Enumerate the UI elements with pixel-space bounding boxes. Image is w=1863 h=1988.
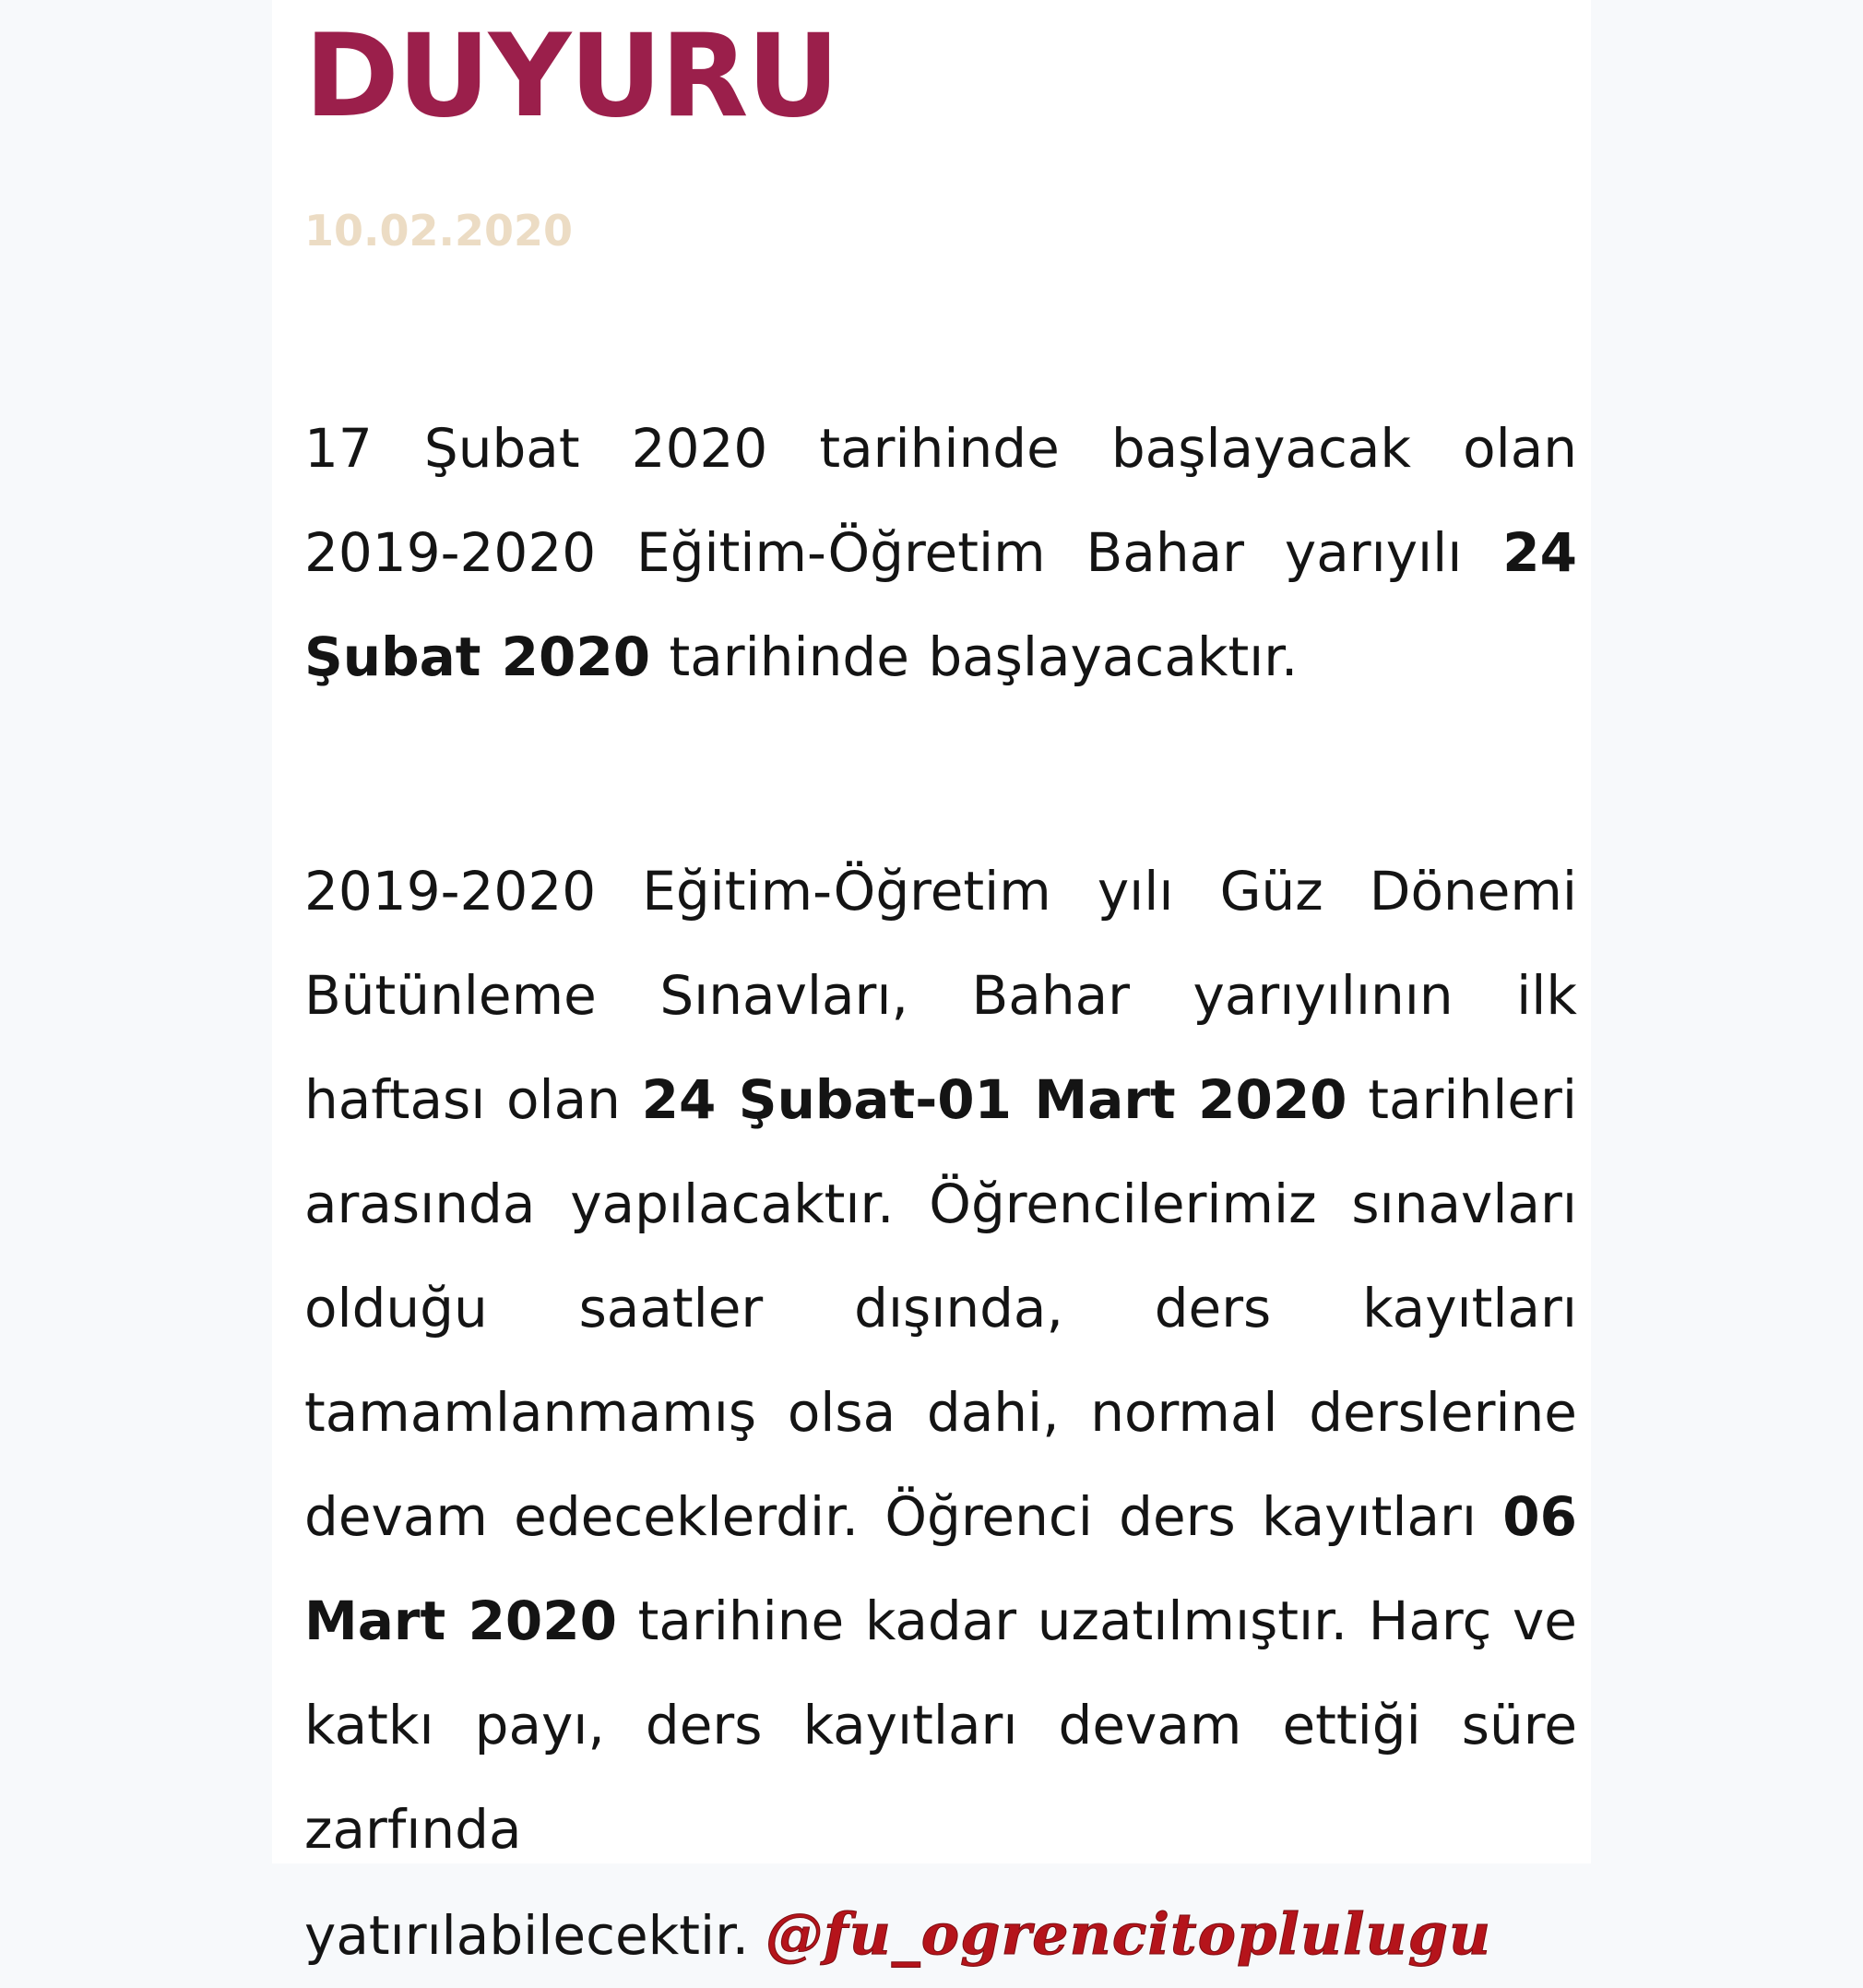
paragraph-text: 2019-2020 Eğitim-Öğretim yılı Güz Dönemi Bütünleme Sınavları, Bahar yarıyılının ilk haftası olan	[304, 860, 1577, 1131]
highlighted-date: 06 Mart 2020	[304, 1485, 1577, 1652]
watermark-handle: @fu_ogrencitoplulugu	[765, 1900, 1492, 1968]
paragraph-semester-start	[304, 397, 1577, 709]
publish-date: 10.02.2020	[304, 206, 574, 256]
highlighted-date: 24 Şubat 2020	[304, 521, 1577, 688]
page-title: DUYURU	[304, 10, 838, 143]
paragraph-text: 17 Şubat 2020 tarihinde başlayacak olan 2019-2020 Eğitim-Öğretim Bahar yarıyılı	[304, 417, 1577, 584]
paragraph-text: tarihinde başlayacaktır.	[650, 625, 1299, 688]
paragraph-text: tarihleri arasında yapılacaktır. Öğrencilerimiz sınavları olduğu saatler dışında, ders kayıtları tamamlanmamış olsa dahi, normal derslerine devam edeceklerdir. Öğrenci ders kayıtları	[304, 1068, 1578, 1548]
highlighted-date-range: 24 Şubat-01 Mart 2020	[641, 1068, 1347, 1131]
paragraph-makeup-exams	[304, 839, 1577, 1988]
paragraph-text: tarihine kadar uzatılmıştır. Harç ve katkı payı, ders kayıtları devam ettiği süre zarfında yatırılabilecektir.	[304, 1589, 1577, 1967]
